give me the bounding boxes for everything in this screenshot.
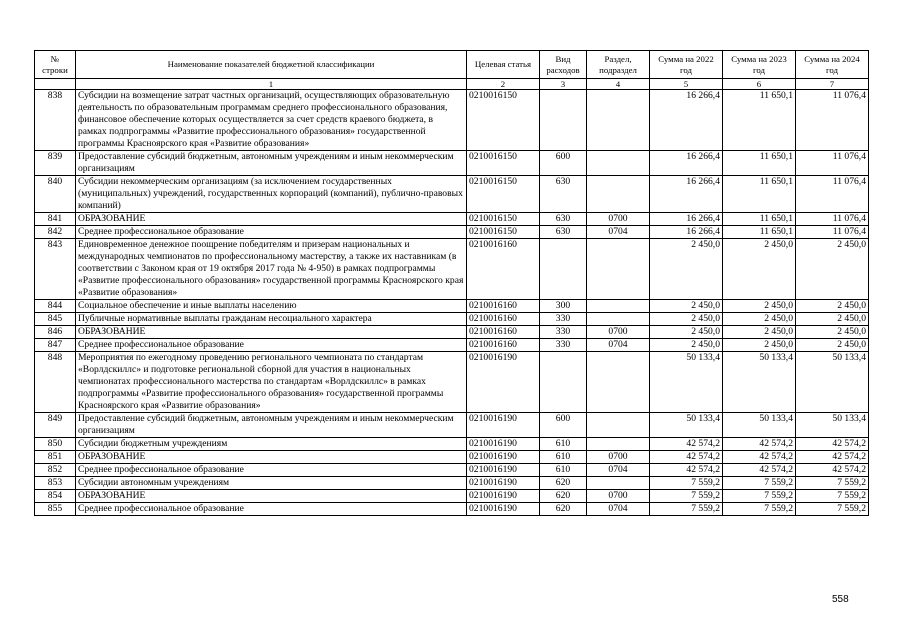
- target-article: 0210016190: [467, 503, 540, 516]
- header-name: Наименование показателей бюджетной классификации: [76, 51, 467, 79]
- amount-2024: 42 574,2: [796, 438, 869, 451]
- table-body: [35, 90, 869, 516]
- row-name: Среднее профессиональное образование: [76, 339, 467, 352]
- target-article: 0210016150: [467, 226, 540, 239]
- amount-2023: 2 450,0: [723, 339, 796, 352]
- section-code: [587, 300, 650, 313]
- section-code: [587, 151, 650, 176]
- target-article: 0210016150: [467, 176, 540, 213]
- row-name: Субсидии на возмещение затрат частных организаций, осуществляющих образовательную деятельность по образовательным программам среднего профессионального образования, финансовое обеспечение которых осуществляется за счет средств краевого бюджета, в рамках подпрограммы «Развитие профессионального образования» государственной программы Красноярского края «Развитие образования»: [76, 90, 467, 151]
- amount-2023: 42 574,2: [723, 464, 796, 477]
- amount-2023: 11 650,1: [723, 213, 796, 226]
- table-row: [35, 413, 869, 438]
- target-article: 0210016190: [467, 352, 540, 413]
- section-code: 0704: [587, 503, 650, 516]
- expense-type: 630: [540, 176, 587, 213]
- row-name: Предоставление субсидий бюджетным, автономным учреждениям и иным некоммерческим организациям: [76, 151, 467, 176]
- header-row-no: № строки: [35, 51, 76, 79]
- section-code: [587, 438, 650, 451]
- amount-2024: 2 450,0: [796, 239, 869, 300]
- section-code: 0700: [587, 213, 650, 226]
- amount-2024: 7 559,2: [796, 477, 869, 490]
- target-article: 0210016190: [467, 477, 540, 490]
- table-row: [35, 451, 869, 464]
- header-2022: Сумма на 2022 год: [650, 51, 723, 79]
- row-number: 854: [35, 490, 76, 503]
- header-row: [35, 51, 869, 79]
- expense-type: [540, 90, 587, 151]
- amount-2022: 2 450,0: [650, 339, 723, 352]
- row-number: 840: [35, 176, 76, 213]
- amount-2024: 42 574,2: [796, 451, 869, 464]
- amount-2023: 11 650,1: [723, 90, 796, 151]
- row-name: Субсидии бюджетным учреждениям: [76, 438, 467, 451]
- amount-2022: 16 266,4: [650, 213, 723, 226]
- page-number: 558: [832, 594, 849, 605]
- table-row: [35, 176, 869, 213]
- amount-2024: 11 076,4: [796, 226, 869, 239]
- amount-2023: 50 133,4: [723, 352, 796, 413]
- amount-2024: 2 450,0: [796, 300, 869, 313]
- expense-type: 620: [540, 503, 587, 516]
- row-name: Среднее профессиональное образование: [76, 226, 467, 239]
- amount-2024: 42 574,2: [796, 464, 869, 477]
- header-2023: Сумма на 2023 год: [723, 51, 796, 79]
- table-row: [35, 151, 869, 176]
- section-code: 0700: [587, 490, 650, 503]
- row-name: Предоставление субсидий бюджетным, автономным учреждениям и иным некоммерческим организациям: [76, 413, 467, 438]
- section-code: [587, 239, 650, 300]
- amount-2023: 7 559,2: [723, 503, 796, 516]
- row-number: 845: [35, 313, 76, 326]
- amount-2022: 2 450,0: [650, 313, 723, 326]
- row-number: 846: [35, 326, 76, 339]
- column-number: 7: [796, 79, 869, 90]
- row-number: 850: [35, 438, 76, 451]
- target-article: 0210016160: [467, 326, 540, 339]
- row-number: 839: [35, 151, 76, 176]
- column-numbers-row: [35, 79, 869, 90]
- expense-type: 330: [540, 326, 587, 339]
- amount-2022: 16 266,4: [650, 176, 723, 213]
- amount-2023: 2 450,0: [723, 239, 796, 300]
- column-number: 6: [723, 79, 796, 90]
- expense-type: 610: [540, 438, 587, 451]
- amount-2024: 50 133,4: [796, 352, 869, 413]
- target-article: 0210016160: [467, 300, 540, 313]
- row-name: ОБРАЗОВАНИЕ: [76, 213, 467, 226]
- expense-type: 630: [540, 226, 587, 239]
- target-article: 0210016190: [467, 413, 540, 438]
- row-name: Среднее профессиональное образование: [76, 503, 467, 516]
- amount-2022: 7 559,2: [650, 490, 723, 503]
- row-number: 855: [35, 503, 76, 516]
- amount-2023: 42 574,2: [723, 451, 796, 464]
- amount-2024: 2 450,0: [796, 326, 869, 339]
- amount-2024: 11 076,4: [796, 90, 869, 151]
- row-number: 851: [35, 451, 76, 464]
- amount-2022: 7 559,2: [650, 477, 723, 490]
- amount-2024: 11 076,4: [796, 176, 869, 213]
- table-row: [35, 438, 869, 451]
- row-number: 844: [35, 300, 76, 313]
- table-row: [35, 90, 869, 151]
- section-code: [587, 313, 650, 326]
- target-article: 0210016160: [467, 339, 540, 352]
- amount-2022: 42 574,2: [650, 438, 723, 451]
- amount-2024: 7 559,2: [796, 490, 869, 503]
- section-code: [587, 90, 650, 151]
- table-row: [35, 239, 869, 300]
- amount-2024: 2 450,0: [796, 339, 869, 352]
- target-article: 0210016190: [467, 490, 540, 503]
- column-number: 1: [76, 79, 467, 90]
- amount-2022: 50 133,4: [650, 352, 723, 413]
- expense-type: 330: [540, 339, 587, 352]
- table-row: [35, 503, 869, 516]
- section-code: [587, 176, 650, 213]
- section-code: 0704: [587, 226, 650, 239]
- row-number: 838: [35, 90, 76, 151]
- amount-2022: 2 450,0: [650, 326, 723, 339]
- row-number: 842: [35, 226, 76, 239]
- section-code: [587, 477, 650, 490]
- column-number: 3: [540, 79, 587, 90]
- row-name: Субсидии некоммерческим организациям (за исключением государственных (муниципальных) учреждений, государственных корпораций (компаний), публично-правовых компаний): [76, 176, 467, 213]
- section-code: 0700: [587, 326, 650, 339]
- table-row: [35, 464, 869, 477]
- amount-2023: 11 650,1: [723, 226, 796, 239]
- table-row: [35, 226, 869, 239]
- row-name: ОБРАЗОВАНИЕ: [76, 326, 467, 339]
- column-number: 4: [587, 79, 650, 90]
- row-name: Единовременное денежное поощрение победителям и призерам национальных и международных чемпионатов по профессиональному мастерству, а также их наставникам (в соответствии с Законом края от 19 октября 2017 года № 4-950) в рамках подпрограммы «Развитие профессионального образования» государственной программы Красноярского края «Развитие образования»: [76, 239, 467, 300]
- row-number: 847: [35, 339, 76, 352]
- amount-2024: 50 133,4: [796, 413, 869, 438]
- row-name: Публичные нормативные выплаты гражданам несоциального характера: [76, 313, 467, 326]
- amount-2024: 2 450,0: [796, 313, 869, 326]
- table-row: [35, 339, 869, 352]
- amount-2023: 7 559,2: [723, 477, 796, 490]
- header-vid: Вид расходов: [540, 51, 587, 79]
- column-number: 2: [467, 79, 540, 90]
- column-number: [35, 79, 76, 90]
- column-number: 5: [650, 79, 723, 90]
- amount-2022: 42 574,2: [650, 451, 723, 464]
- expense-type: 330: [540, 313, 587, 326]
- section-code: [587, 413, 650, 438]
- row-name: Мероприятия по ежегодному проведению регионального чемпионата по стандартам «Ворлдскиллс» и подготовке региональной сборной для участия в национальных чемпионатах профессионального мастерства по стандартам «Ворлдскиллс» в рамках подпрограммы «Развитие профессионального образования» государственной программы Красноярского края «Развитие образования»: [76, 352, 467, 413]
- expense-type: 610: [540, 464, 587, 477]
- table-row: [35, 326, 869, 339]
- amount-2023: 2 450,0: [723, 313, 796, 326]
- amount-2022: 16 266,4: [650, 90, 723, 151]
- header-2024: Сумма на 2024 год: [796, 51, 869, 79]
- expense-type: 630: [540, 213, 587, 226]
- table-row: [35, 313, 869, 326]
- expense-type: 300: [540, 300, 587, 313]
- row-name: ОБРАЗОВАНИЕ: [76, 490, 467, 503]
- amount-2023: 42 574,2: [723, 438, 796, 451]
- expense-type: 610: [540, 451, 587, 464]
- table-row: [35, 490, 869, 503]
- amount-2024: 11 076,4: [796, 213, 869, 226]
- target-article: 0210016190: [467, 451, 540, 464]
- target-article: 0210016150: [467, 213, 540, 226]
- table-row: [35, 352, 869, 413]
- row-number: 843: [35, 239, 76, 300]
- amount-2023: 2 450,0: [723, 300, 796, 313]
- amount-2022: 16 266,4: [650, 151, 723, 176]
- header-razdel: Раздел, подраздел: [587, 51, 650, 79]
- row-number: 848: [35, 352, 76, 413]
- section-code: 0704: [587, 464, 650, 477]
- amount-2023: 11 650,1: [723, 151, 796, 176]
- row-name: Среднее профессиональное образование: [76, 464, 467, 477]
- table-row: [35, 477, 869, 490]
- amount-2023: 50 133,4: [723, 413, 796, 438]
- target-article: 0210016190: [467, 464, 540, 477]
- section-code: 0700: [587, 451, 650, 464]
- row-number: 849: [35, 413, 76, 438]
- table-row: [35, 300, 869, 313]
- section-code: 0704: [587, 339, 650, 352]
- section-code: [587, 352, 650, 413]
- amount-2022: 2 450,0: [650, 300, 723, 313]
- amount-2022: 7 559,2: [650, 503, 723, 516]
- expense-type: 620: [540, 490, 587, 503]
- expense-type: [540, 352, 587, 413]
- amount-2023: 2 450,0: [723, 326, 796, 339]
- amount-2024: 7 559,2: [796, 503, 869, 516]
- row-number: 852: [35, 464, 76, 477]
- amount-2022: 50 133,4: [650, 413, 723, 438]
- amount-2024: 11 076,4: [796, 151, 869, 176]
- amount-2023: 11 650,1: [723, 176, 796, 213]
- amount-2022: 42 574,2: [650, 464, 723, 477]
- row-name: ОБРАЗОВАНИЕ: [76, 451, 467, 464]
- expense-type: [540, 239, 587, 300]
- amount-2022: 16 266,4: [650, 226, 723, 239]
- row-name: Социальное обеспечение и иные выплаты населению: [76, 300, 467, 313]
- table-row: [35, 213, 869, 226]
- target-article: 0210016150: [467, 90, 540, 151]
- header-code: Целевая статья: [467, 51, 540, 79]
- row-number: 841: [35, 213, 76, 226]
- target-article: 0210016160: [467, 239, 540, 300]
- amount-2022: 2 450,0: [650, 239, 723, 300]
- expense-type: 620: [540, 477, 587, 490]
- expense-type: 600: [540, 413, 587, 438]
- row-name: Субсидии автономным учреждениям: [76, 477, 467, 490]
- amount-2023: 7 559,2: [723, 490, 796, 503]
- target-article: 0210016190: [467, 438, 540, 451]
- row-number: 853: [35, 477, 76, 490]
- expense-type: 600: [540, 151, 587, 176]
- target-article: 0210016160: [467, 313, 540, 326]
- target-article: 0210016150: [467, 151, 540, 176]
- budget-table: [34, 50, 869, 516]
